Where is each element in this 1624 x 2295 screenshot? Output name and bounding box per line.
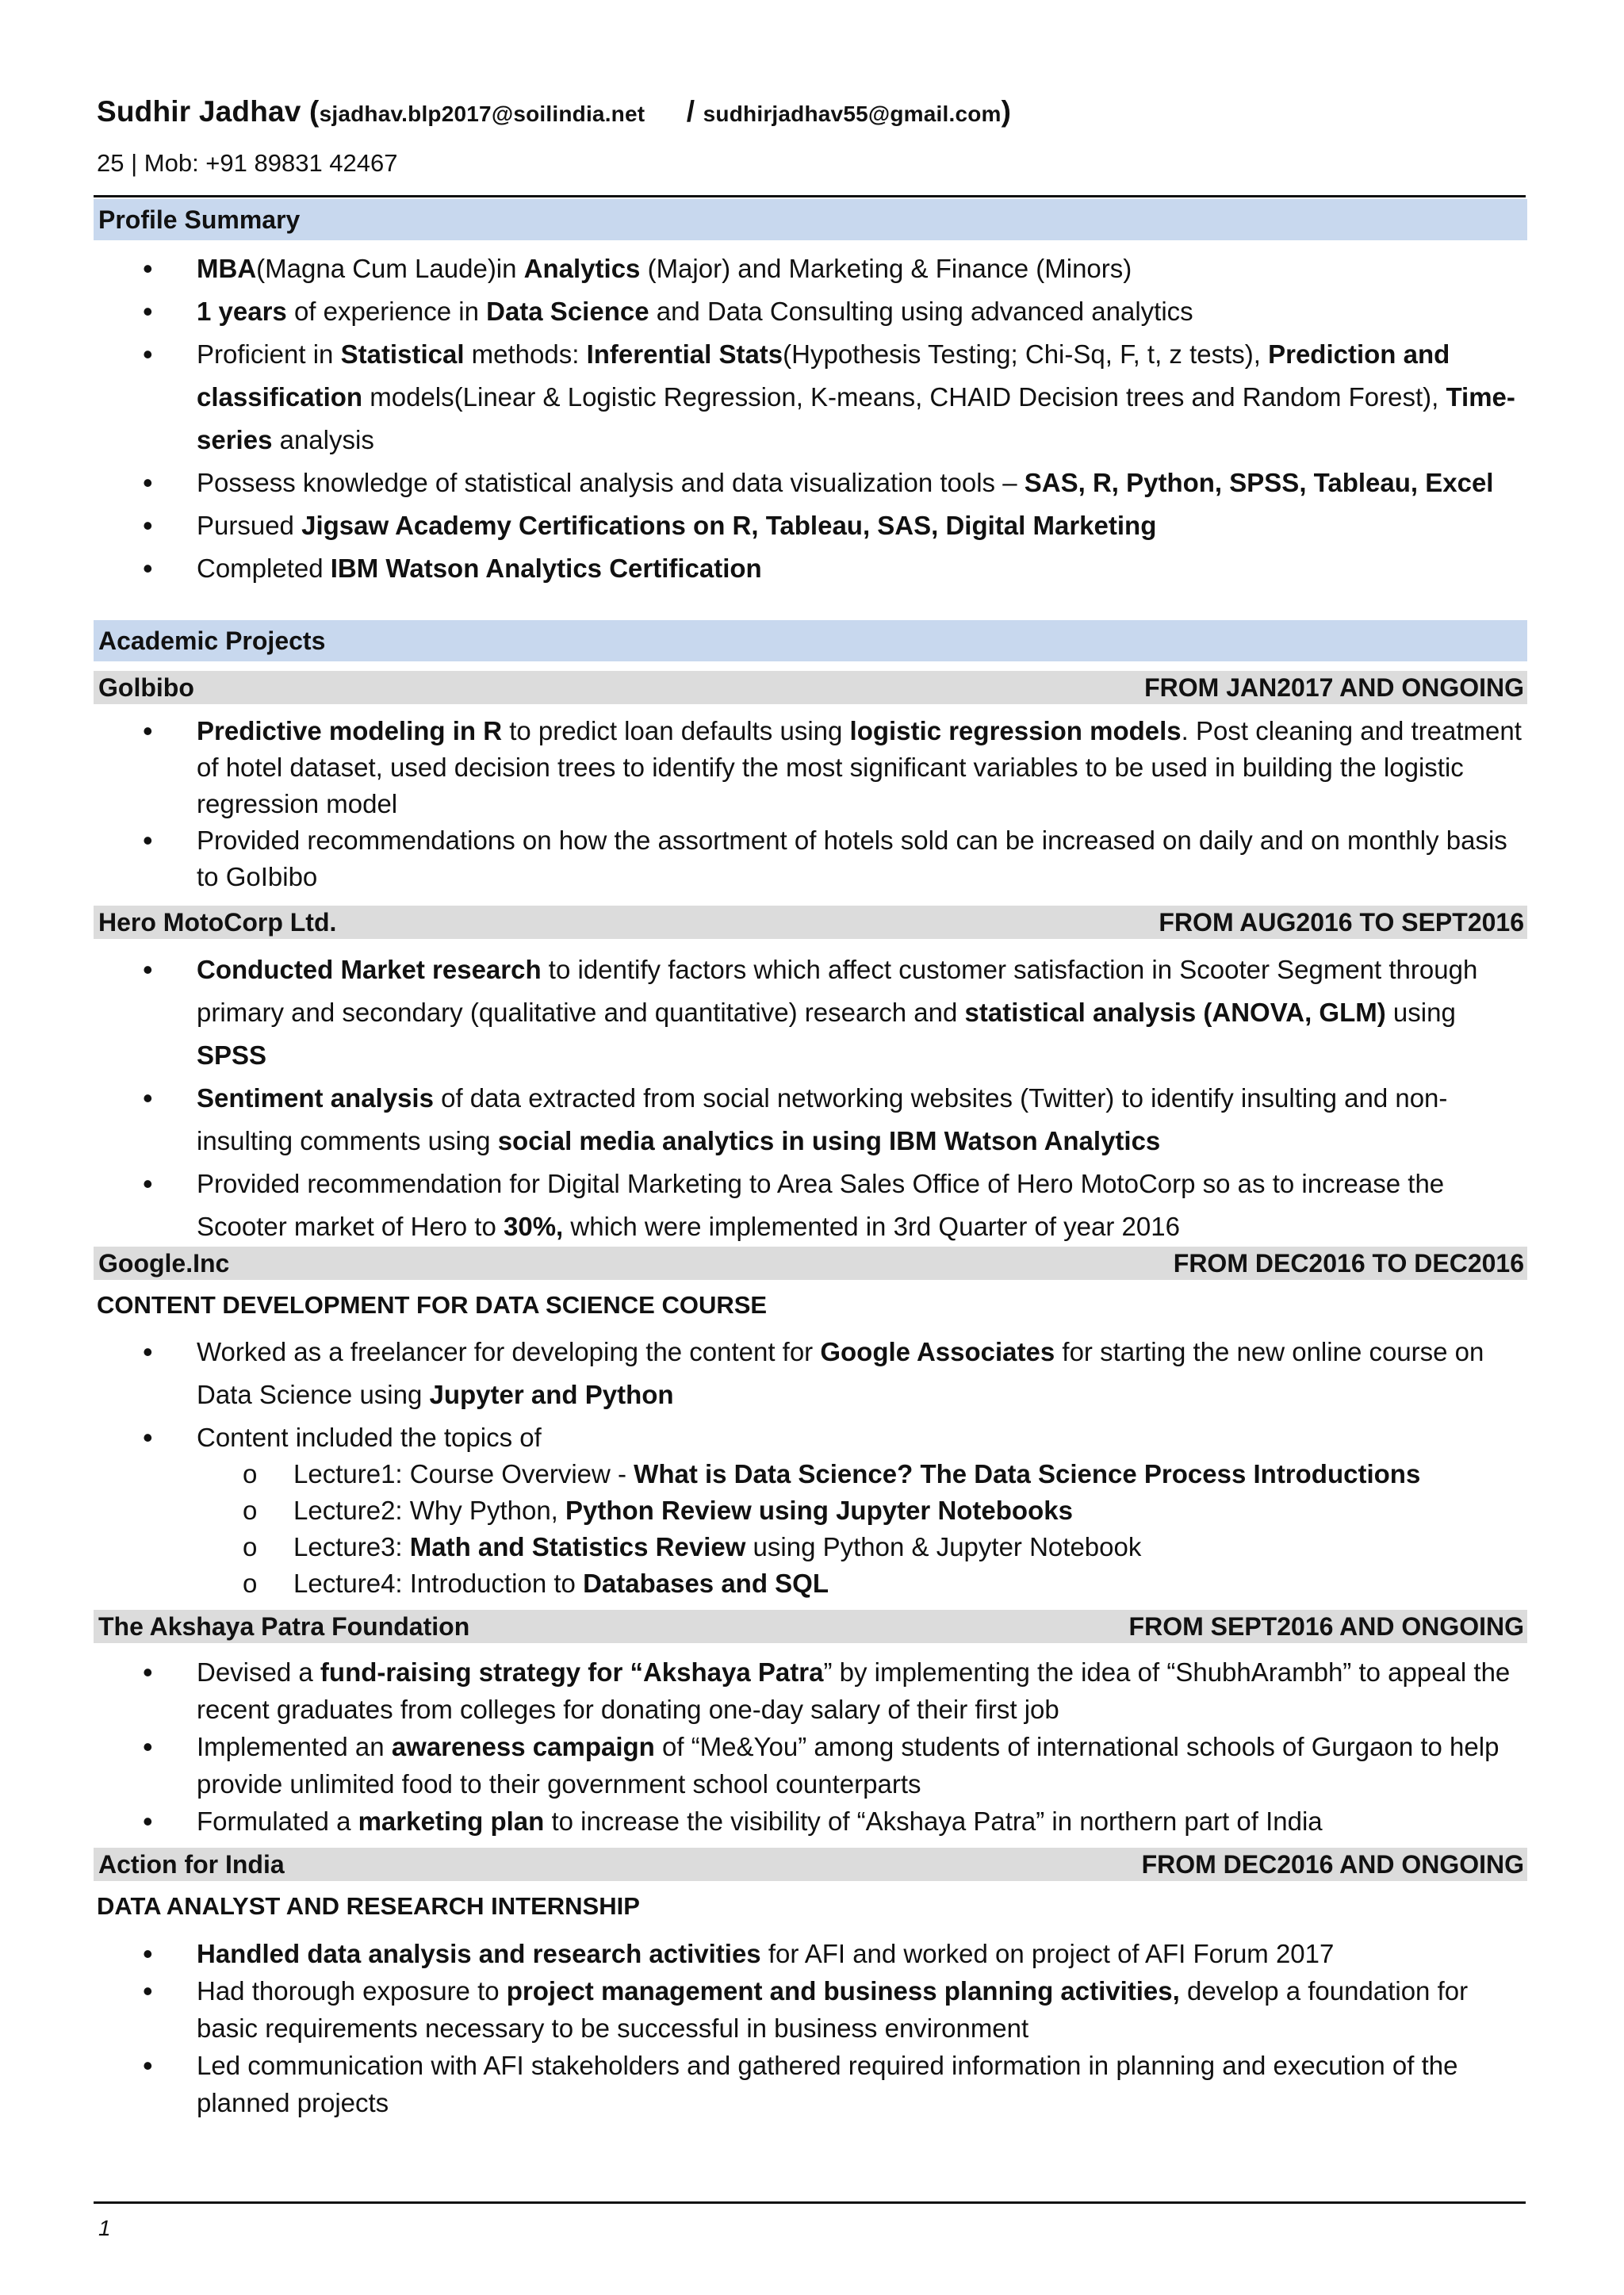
lecture-item: o Lecture1: Course Overview - What is Data Science? The Data Science Process Introductions xyxy=(243,1456,1527,1492)
org-date: FROM JAN2017 AND ONGOING xyxy=(1144,673,1524,702)
list-item: • Provided recommendations on how the assortment of hotels sold can be increased on daily and on monthly basis to GoIbibo xyxy=(143,822,1530,895)
primary-email[interactable]: sjadhav.blp2017@soilindia.net xyxy=(319,102,645,126)
org-date: FROM DEC2016 AND ONGOING xyxy=(1141,1850,1524,1879)
header-divider xyxy=(94,195,1526,197)
list-item: • Implemented an awareness campaign of “Me&You” among students of international schools of Gurgaon to help provide unlimited food to their government school counterparts xyxy=(143,1728,1530,1803)
afi-list xyxy=(143,1935,1530,2121)
list-item: • Content included the topics of xyxy=(143,1416,1530,1459)
list-item: • Worked as a freelancer for developing the content for Google Associates for starting the new online course on Data Science using Jupyter and Python xyxy=(143,1331,1530,1416)
project-google-header xyxy=(94,1247,1527,1280)
list-item: • Possess knowledge of statistical analysis and data visualization tools – SAS, R, Python, SPSS, Tableau, Excel xyxy=(143,462,1530,504)
list-item: • Formulated a marketing plan to increase the visibility of “Akshaya Patra” in northern part of India xyxy=(143,1803,1530,1840)
page-number: 1 xyxy=(98,2216,111,2240)
footer-divider xyxy=(94,2201,1526,2204)
list-item: • Proficient in Statistical methods: Inferential Stats(Hypothesis Testing; Chi-Sq, F, t, z tests), Prediction and classification models(Linear & Logistic Regression, K-means, CHAID Decision trees and Random Forest), Time-series analysis xyxy=(143,333,1530,462)
lecture-item: o Lecture2: Why Python, Python Review using Jupyter Notebooks xyxy=(243,1492,1527,1529)
goibibo-list xyxy=(143,713,1530,895)
project-goibibo-header xyxy=(94,671,1527,704)
lecture-item: o Lecture4: Introduction to Databases and SQL xyxy=(243,1565,1527,1602)
candidate-header: Sudhir Jadhav (sjadhav.blp2017@soilindia.net / sudhirjadhav55@gmail.com) xyxy=(97,95,1012,128)
hero-list xyxy=(143,948,1530,1248)
section-profile-summary: Profile Summary xyxy=(94,199,1527,240)
project-afi-header xyxy=(94,1848,1527,1881)
org-name: Hero MotoCorp Ltd. xyxy=(98,908,337,937)
profile-summary-list xyxy=(143,247,1530,590)
list-item: • Had thorough exposure to project management and business planning activities, develop a foundation for basic requirements necessary to be successful in business environment xyxy=(143,1972,1530,2047)
afi-subtitle: DATA ANALYST AND RESEARCH INTERNSHIP xyxy=(97,1892,640,1920)
akshaya-list xyxy=(143,1653,1530,1840)
org-date: FROM DEC2016 TO DEC2016 xyxy=(1173,1249,1524,1278)
project-akshaya-header xyxy=(94,1610,1527,1643)
list-item: • Handled data analysis and research activities for AFI and worked on project of AFI Forum 2017 xyxy=(143,1935,1530,1972)
list-item: • 1 years of experience in Data Science and Data Consulting using advanced analytics xyxy=(143,290,1530,333)
list-item: • Led communication with AFI stakeholders and gathered required information in planning and execution of the planned projects xyxy=(143,2047,1530,2121)
list-item: • Pursued Jigsaw Academy Certifications on R, Tableau, SAS, Digital Marketing xyxy=(143,504,1530,547)
list-item: • Devised a fund-raising strategy for “Akshaya Patra” by implementing the idea of “ShubhArambh” to appeal the recent graduates from colleges for donating one-day salary of their first job xyxy=(143,1653,1530,1728)
candidate-name: Sudhir Jadhav xyxy=(97,95,301,128)
secondary-email[interactable]: sudhirjadhav55@gmail.com xyxy=(703,102,1002,126)
google-subtitle: CONTENT DEVELOPMENT FOR DATA SCIENCE COURSE xyxy=(97,1291,768,1319)
list-item: • Completed IBM Watson Analytics Certification xyxy=(143,547,1530,590)
org-date: FROM SEPT2016 AND ONGOING xyxy=(1128,1612,1524,1641)
project-hero-header xyxy=(94,906,1527,939)
lecture-item: o Lecture3: Math and Statistics Review using Python & Jupyter Notebook xyxy=(243,1529,1527,1565)
org-name: The Akshaya Patra Foundation xyxy=(98,1612,470,1641)
org-name: Google.Inc xyxy=(98,1249,230,1278)
section-academic-projects: Academic Projects xyxy=(94,620,1527,661)
list-item: • Conducted Market research to identify factors which affect customer satisfaction in Scooter Segment through primary and secondary (qualitative and quantitative) research and statistical analysis (ANOVA, GLM) using SPSS xyxy=(143,948,1530,1077)
contact-line: 25 | Mob: +91 89831 42467 xyxy=(97,149,398,177)
google-list xyxy=(143,1331,1530,1459)
list-item: • Provided recommendation for Digital Marketing to Area Sales Office of Hero MotoCorp so as to increase the Scooter market of Hero to 30%, which were implemented in 3rd Quarter of year 2016 xyxy=(143,1163,1530,1248)
list-item: • Predictive modeling in R to predict loan defaults using logistic regression models. Post cleaning and treatment of hotel dataset, used decision trees to identify the most significant variables to be used in building the logistic regression model xyxy=(143,713,1530,822)
list-item: • MBA(Magna Cum Laude)in Analytics (Major) and Marketing & Finance (Minors) xyxy=(143,247,1530,290)
org-name: Action for India xyxy=(98,1850,285,1879)
google-lecture-list xyxy=(243,1456,1527,1602)
org-name: Golbibo xyxy=(98,673,194,702)
org-date: FROM AUG2016 TO SEPT2016 xyxy=(1159,908,1524,937)
list-item: • Sentiment analysis of data extracted from social networking websites (Twitter) to identify insulting and non-insulting comments using social media analytics in using IBM Watson Analytics xyxy=(143,1077,1530,1163)
